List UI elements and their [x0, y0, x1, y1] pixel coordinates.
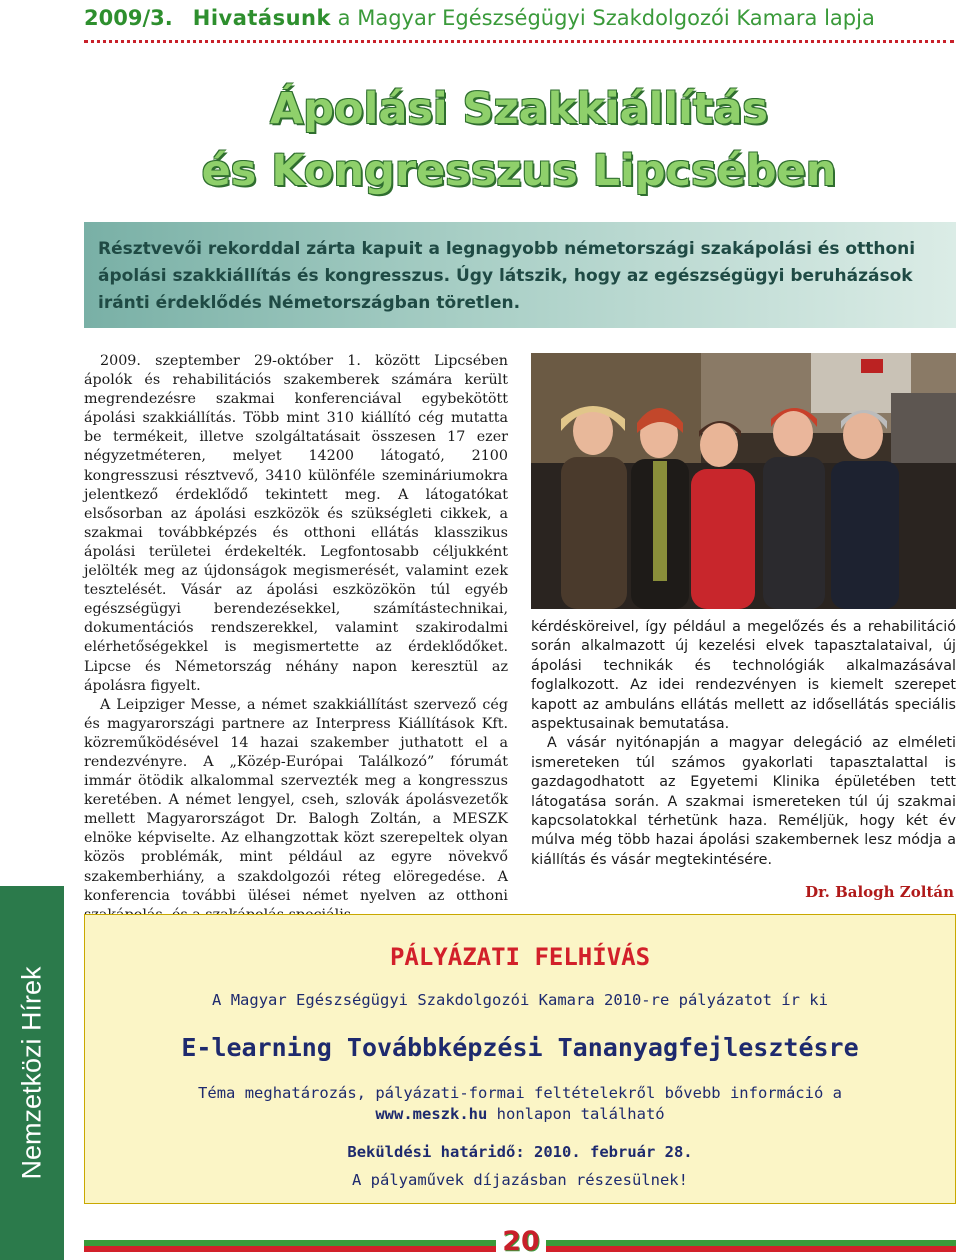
lead-text: Résztvevői rekorddal zárta kapuit a legnagyobb németországi szakápolási és otthoni ápolási szakkiállítás és kongresszus. Úgy látszik, hogy az egészségügyi beruházások iránti érdeklődés Németországban töretlen. — [98, 239, 916, 313]
right-paragraph-1: kérdésköreivel, így például a megelőzés és a rehabilitáció során alkalmazott új kezelési elvek tapasztalataival, új ápolási technikák és technológiák alkalmazásával foglalkozott. Az idei rendezvényen is kiemelt szerepet kapott az ambuláns ellátás mellett az idősellátás speciális aspektusainak bemutatása. — [531, 619, 956, 733]
header-line — [84, 6, 875, 30]
notice-deadline: Beküldési határidő: 2010. február 28. — [347, 1143, 693, 1161]
notice-info-text: Téma meghatározás, pályázati-formai feltételekről bővebb információ a — [198, 1084, 842, 1102]
notice-line-3 — [85, 1083, 955, 1125]
left-paragraph-1: 2009. szeptember 29-október 1. között Lipcsében ápolók és rehabilitációs szakemberek számára került megrendezésre szakmai konferenciával egybekötött ápolási szakkiállítás. Több mint 310 kiállító cég mutatta be termékeit, illetve szolgáltatásait összesen 17 ezer négyzetméteren, melyet 14200 látogató, 2100 kongresszusi résztvevő, 3410 különféle szemináriumokra jelentkező érdeklődő tekintett meg. A látogatókat elsősorban az ápolási eszközök és szükségleti cikkek, a szakmai továbbképzés és otthoni ellátás klasszikus ápolási területei érdekelték. Legfontosabb céljukként jelölték meg az újdonságok megismerését, valamint ezek tesztelését. Vásár az ápolási eszközökön túl egyéb egészségügyi berendezésekkel, számítástechnikai, dokumentációs rendszerekkel, valamint szakirodalmi elérhetőségekkel is megismertette az érdeklődőket. Lipcse és Németország néhány napon keresztül az ápolásra figyelt. — [84, 353, 508, 694]
notice-box — [84, 914, 956, 1204]
right-paragraph-2: A vásár nyitónapján a magyar delegáció az elméleti ismereteken túl számos gyakorlati tapasztalattal is gazdagodhatott az Egyetemi Klinika épületében tett látogatása során. A szakmai ismereteken túl új szakmai kapcsolatokkal térhetünk haza. Reméljük, hogy két év múlva még több hazai ápolási szakembernek lesz módja a kiállítás és vásár megtekintésére. — [531, 735, 956, 868]
group-photo — [531, 353, 956, 609]
author-signature: Dr. Balogh Zoltán — [805, 883, 954, 901]
group-photo-illustration — [531, 353, 956, 609]
lead-box — [84, 222, 956, 328]
notice-line-2: E-learning Továbbképzési Tananyagfejlesztésre — [181, 1033, 859, 1062]
magazine-subtitle: a Magyar Egészségügyi Szakdolgozói Kamara lapja — [337, 6, 875, 30]
title-line-1: Ápolási Szakkiállítás — [269, 84, 768, 134]
magazine-name: Hivatásunk — [192, 6, 331, 30]
left-paragraph-2: A Leipziger Messe, a német szakkiállítást szervező cég és magyarországi partnere az Interpress Kiállítások Kft. közreműködésével 14 hazai szakember juthatott el a rendezvényre. A „Közép-Európai Találkozó” fórumát immár ötödik alkalommal szervezték meg a kongresszus keretében. A német lengyel, cseh, szlovák ápolásvezetők mellett Magyarországot Dr. Balogh Zoltán, a MESZK elnöke képviselte. Az elhangzottak közt szerepeltek olyan közös problémák, mint például az egyre növekvő szakemberhiány, a szakdolgozói réteg elöregedése. A konferencia további ülései német nyelven az otthoni — [84, 696, 508, 904]
section-sidebar — [0, 886, 64, 1260]
page-header — [0, 0, 960, 46]
page-footer — [0, 1224, 960, 1258]
article-title — [84, 78, 954, 202]
notice-url-link[interactable]: www.meszk.hu — [375, 1105, 488, 1123]
notice-heading: PÁLYÁZATI FELHÍVÁS — [389, 943, 651, 971]
issue-number: 2009/3. — [84, 6, 173, 30]
page-number: 20 — [496, 1226, 546, 1258]
title-line-2: és Kongresszus Lipcsében — [201, 146, 837, 196]
notice-reward: A pályaművek díjazásban részesülnek! — [352, 1171, 688, 1189]
right-column — [531, 618, 956, 870]
section-label: Nemzetközi Hírek — [16, 966, 47, 1180]
notice-line-1: A Magyar Egészségügyi Szakdolgozói Kamara 2010-re pályázatot ír ki — [212, 991, 828, 1009]
left-column — [84, 352, 508, 925]
notice-info-suffix: honlapon található — [487, 1105, 665, 1123]
header-dotted-divider — [84, 40, 954, 43]
